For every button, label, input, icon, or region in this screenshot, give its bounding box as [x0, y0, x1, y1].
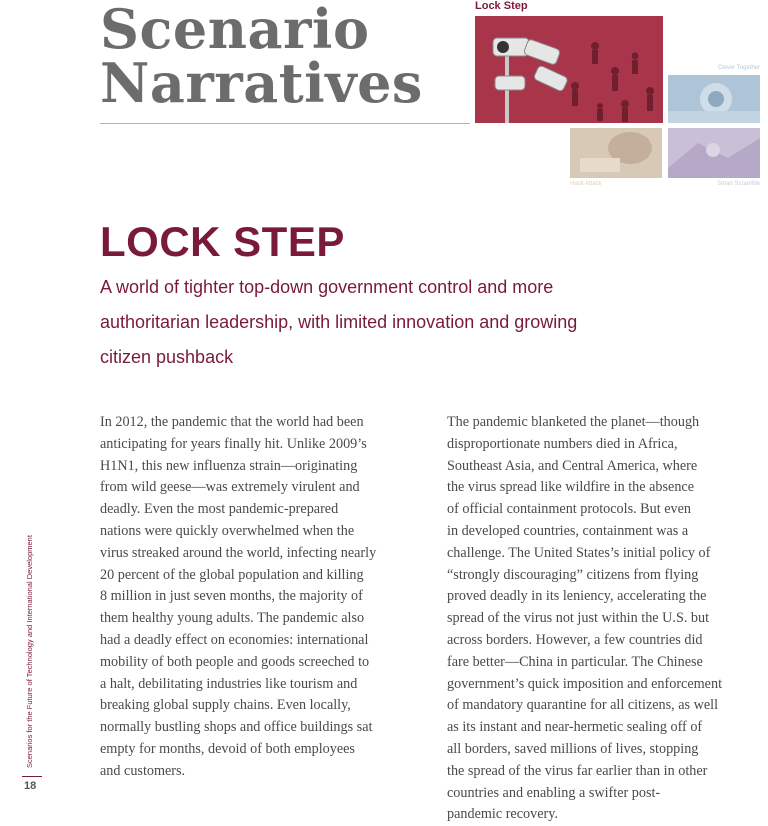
surveillance-camera-image	[475, 16, 663, 123]
clever-together-image	[668, 75, 760, 123]
text-line: normally bustling shops and office buildings sat	[100, 719, 373, 736]
text-line: virus streaked around the world, infecting nearly	[100, 544, 377, 561]
text-line: them healthy young adults. The pandemic also	[100, 610, 365, 627]
text-line: pandemic recovery.	[447, 806, 558, 823]
text-line: The pandemic blanketed the planet—though	[447, 414, 700, 430]
text-line: a halt, debilitating industries like tourism and	[100, 675, 358, 692]
thumbnail-label-bottom-right: Smart Scramble	[716, 181, 760, 187]
text-line: the virus spread like wildfire in the absence	[447, 479, 695, 496]
smart-scramble-image	[668, 128, 760, 178]
body-paragraph-left	[100, 412, 420, 783]
subtitle-line: citizen pushback	[100, 347, 234, 367]
text-line: as its instant and near-hermetic sealing off of	[447, 719, 703, 736]
text-line: all borders, saved millions of lives, stopping	[447, 740, 699, 757]
text-line: nations were quickly overwhelmed when the	[100, 522, 355, 539]
thumbnail-label-main: Lock Step	[475, 0, 528, 12]
text-line: deadly. Even the most pandemic-prepared	[100, 501, 339, 518]
text-line: 8 million in just seven months, the majority of	[100, 588, 363, 605]
page-number-rule	[22, 776, 42, 777]
scenario-subtitle	[100, 270, 620, 375]
text-line: the spread of the virus far earlier than in other	[447, 762, 708, 779]
body-column-left	[100, 412, 420, 783]
hack-attack-image	[570, 128, 662, 178]
scenario-heading: LOCK STEP	[100, 218, 345, 265]
text-line: mobility of both people and goods screeched to	[100, 653, 370, 670]
page-title	[100, 0, 423, 115]
title-divider	[100, 123, 470, 124]
text-line: across borders. However, a few countries did	[447, 631, 703, 648]
text-line: empty for months, devoid of both employees	[100, 740, 355, 757]
page-number: 18	[24, 780, 37, 792]
text-line: 20 percent of the global population and killing	[100, 566, 364, 583]
text-line: government’s quick imposition and enforcement	[447, 675, 723, 692]
text-line: In 2012, the pandemic that the world had been	[100, 414, 364, 430]
subtitle-line: authoritarian leadership, with limited innovation and growing	[100, 312, 578, 332]
text-line: in developed countries, containment was a	[447, 522, 689, 539]
text-line: from wild geese—was extremely virulent and	[100, 479, 360, 496]
body-paragraph-right	[447, 412, 757, 826]
text-line: spread of the virus not just within the U.S. but	[447, 610, 710, 627]
text-line: disproportionate numbers died in Africa,	[447, 435, 678, 452]
text-line: and customers.	[100, 762, 186, 779]
text-line: breaking global supply chains. Even locally,	[100, 697, 351, 714]
text-line: fare better—China in particular. The Chinese	[447, 653, 703, 670]
text-line: proved deadly in its leniency, accelerating the	[447, 588, 707, 605]
text-line: H1N1, this new influenza strain—originating	[100, 457, 358, 474]
page-title-line-2: Narratives	[100, 51, 423, 115]
text-line: challenge. The United States’s initial policy of	[447, 544, 711, 561]
body-column-right	[447, 412, 757, 826]
side-caption: Scenarios for the Future of Technology and International Development	[25, 535, 34, 768]
text-line: Southeast Asia, and Central America, where	[447, 457, 698, 474]
text-line: anticipating for years finally hit. Unlike 2009’s	[100, 435, 367, 452]
page-title-line-1: Scenario	[100, 0, 370, 61]
thumbnail-label-top-right: Clever Together	[717, 65, 760, 71]
text-line: “strongly discouraging” citizens from flying	[447, 566, 699, 583]
text-line: countries and enabling a swifter post-	[447, 784, 661, 801]
text-line: of official containment protocols. But even	[447, 501, 692, 518]
subtitle-line: A world of tighter top-down government control and more	[100, 277, 554, 297]
thumbnail-label-bottom-left: Hack Attack	[570, 181, 602, 187]
text-line: had a deadly effect on economies: international	[100, 631, 369, 648]
text-line: of mandatory quarantine for all citizens, as well	[447, 697, 719, 714]
